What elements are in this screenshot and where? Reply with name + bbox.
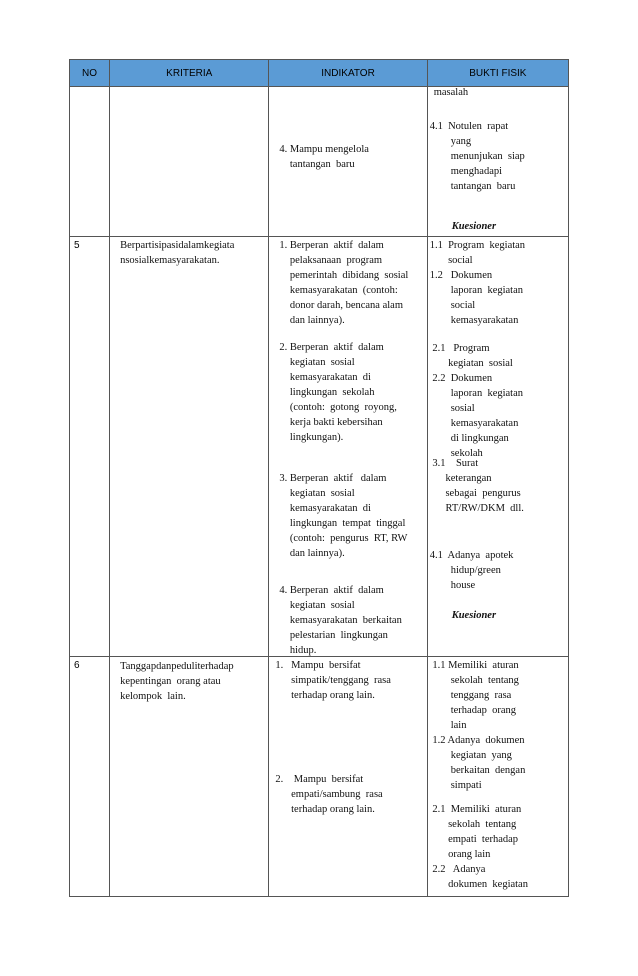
indicator-block xyxy=(279,471,407,561)
text-line: tenggang rasa xyxy=(429,690,512,701)
header-bukti-fisik: BUKTI FISIK xyxy=(427,60,568,87)
text-line: 4. Mampu mengelola xyxy=(279,144,369,155)
cell-bukti xyxy=(427,237,568,657)
text-line: Tanggapdanpeduliterhadap xyxy=(120,661,234,672)
text-line: Berpartisipasidalamkegiata xyxy=(120,240,235,251)
indicator-block xyxy=(279,238,408,328)
text-line: 4.1 Adanya apotek xyxy=(429,550,514,561)
text-line: terhadap orang lain. xyxy=(275,690,375,701)
evidence-block xyxy=(430,238,525,328)
text-line: berkaitan dengan xyxy=(429,765,526,776)
text-line: social xyxy=(429,255,473,266)
text-line: yang xyxy=(429,136,472,147)
text-line: 1. Berperan aktif dalam xyxy=(279,240,384,251)
table-row-5 xyxy=(70,237,569,657)
text-line: social xyxy=(429,300,476,311)
text-line: nsosialkemasyarakatan. xyxy=(120,255,220,266)
text-line: lingkungan sekolah xyxy=(279,387,375,398)
text-line: 2.2 Adanya xyxy=(429,864,486,875)
cell-bukti xyxy=(427,87,568,237)
text-line: terhadap orang lain. xyxy=(275,804,375,815)
criteria-text xyxy=(120,238,234,268)
indicator-block xyxy=(275,658,390,703)
text-line: 3. Berperan aktif dalam xyxy=(279,473,387,484)
cell-bukti xyxy=(427,657,568,897)
text-line: kerja bakti kebersihan xyxy=(279,417,383,428)
text-line: 1.1 Program kegiatan xyxy=(429,240,526,251)
text-line: kemasyarakatan di xyxy=(279,503,371,514)
kuesioner-label: Kuesioner xyxy=(451,610,497,621)
text-line: 1. Mampu bersifat xyxy=(275,660,361,671)
text-line: 3.1 Surat xyxy=(429,458,479,469)
text-line: kepentingan orang atau xyxy=(120,676,221,687)
text-line: dan lainnya). xyxy=(279,315,345,326)
indicator-block xyxy=(279,340,397,445)
cell-indikator xyxy=(269,87,427,237)
text-line: donor darah, bencana alam xyxy=(279,300,404,311)
cell-kriteria xyxy=(110,237,269,657)
text-line: RT/RW/DKM dll. xyxy=(429,503,524,514)
cell-no-empty xyxy=(70,87,110,237)
text-line: (contoh: gotong royong, xyxy=(279,402,397,413)
text-line: lingkungan tempat tinggal xyxy=(279,518,406,529)
text-line: 4. Berperan aktif dalam xyxy=(279,585,384,596)
text-line: kegiatan sosial xyxy=(279,357,355,368)
text-line: (contoh: pengurus RT, RW xyxy=(279,533,408,544)
text-line: sosial xyxy=(429,403,475,414)
text-line: empati terhadap xyxy=(429,834,519,845)
text-line: tantangan baru xyxy=(279,159,355,170)
evidence-block xyxy=(430,548,514,593)
text-line: orang lain xyxy=(429,849,491,860)
text-line: 2. Mampu bersifat xyxy=(275,774,364,785)
text-line: terhadap orang xyxy=(429,705,517,716)
text-line: sekolah xyxy=(429,448,483,459)
text-line: kegiatan sosial xyxy=(279,488,355,499)
text-line: kemasyarakatan xyxy=(429,418,519,429)
evidence-block xyxy=(430,802,528,892)
text-line: laporan kegiatan xyxy=(429,388,524,399)
text-line: hidup/green xyxy=(429,565,501,576)
text-line: laporan kegiatan xyxy=(429,285,524,296)
text-line: kemasyarakatan di xyxy=(279,372,371,383)
evidence-block xyxy=(430,658,526,793)
evidence-block xyxy=(430,119,525,194)
table-row-6 xyxy=(70,657,569,897)
evidence-block xyxy=(430,456,524,516)
text-line: kemasyarakatan berkaitan xyxy=(279,615,402,626)
text-line: 2.2 Dokumen xyxy=(429,373,493,384)
text-line: sekolah tentang xyxy=(429,675,519,686)
text-line: lain xyxy=(429,720,467,731)
text-line: 1.2 Dokumen xyxy=(429,270,493,281)
header-no: NO xyxy=(70,60,110,87)
text-line: pelestarian lingkungan xyxy=(279,630,388,641)
text-line: kelompok lain. xyxy=(120,691,186,702)
indicator-block xyxy=(279,142,369,172)
header-kriteria: KRITERIA xyxy=(110,60,269,87)
text-line: 2. Berperan aktif dalam xyxy=(279,342,384,353)
text-line: menunjukan siap xyxy=(429,151,525,162)
criteria-text xyxy=(120,659,234,704)
text-line: di lingkungan xyxy=(429,433,509,444)
text-line: kegiatan sosial xyxy=(429,358,513,369)
text-line: 2.1 Memiliki aturan xyxy=(429,804,522,815)
text-line: 2.1 Program xyxy=(429,343,490,354)
header-indikator: INDIKATOR xyxy=(269,60,427,87)
text-line: sebagai pengurus xyxy=(429,488,521,499)
row-number: 5 xyxy=(74,240,80,251)
text-line: simpatik/tenggang rasa xyxy=(275,675,391,686)
text-line: house xyxy=(429,580,476,591)
text-line: sekolah tentang xyxy=(429,819,517,830)
text-line: empati/sambung rasa xyxy=(275,789,383,800)
text-line: lingkungan). xyxy=(279,432,344,443)
text-line: simpati xyxy=(429,780,482,791)
text-line: kegiatan yang xyxy=(429,750,512,761)
header-row xyxy=(70,60,569,87)
text-line: 1.1 Memiliki aturan xyxy=(429,660,519,671)
text-line: kemasyarakatan xyxy=(429,315,519,326)
cell-kriteria-empty xyxy=(110,87,269,237)
text-line: menghadapi xyxy=(429,166,503,177)
kuesioner-label: Kuesioner xyxy=(451,221,497,232)
indicator-block xyxy=(275,772,382,817)
text-line: kemasyarakatan (contoh: xyxy=(279,285,398,296)
cell-kriteria xyxy=(110,657,269,897)
text-line: pemerintah dibidang sosial xyxy=(279,270,409,281)
text-line: tantangan baru xyxy=(429,181,516,192)
evidence-block xyxy=(430,341,523,461)
row-number: 6 xyxy=(74,660,80,671)
cell-no xyxy=(70,657,110,897)
text-line: 1.2 Adanya dokumen xyxy=(429,735,525,746)
criteria-table xyxy=(69,59,569,897)
table-row-continued xyxy=(70,87,569,237)
text-line: dokumen kegiatan xyxy=(429,879,528,890)
text-line: 4.1 Notulen rapat xyxy=(429,121,509,132)
text-line: keterangan xyxy=(429,473,492,484)
text-line: kegiatan sosial xyxy=(279,600,355,611)
text-line: hidup. xyxy=(279,645,317,656)
cell-indikator xyxy=(269,657,427,897)
evidence-block xyxy=(434,85,468,100)
cell-indikator xyxy=(269,237,427,657)
text-line: dan lainnya). xyxy=(279,548,345,559)
cell-no xyxy=(70,237,110,657)
text-line: masalah xyxy=(433,87,469,98)
text-line: pelaksanaan program xyxy=(279,255,383,266)
indicator-block xyxy=(279,583,401,658)
